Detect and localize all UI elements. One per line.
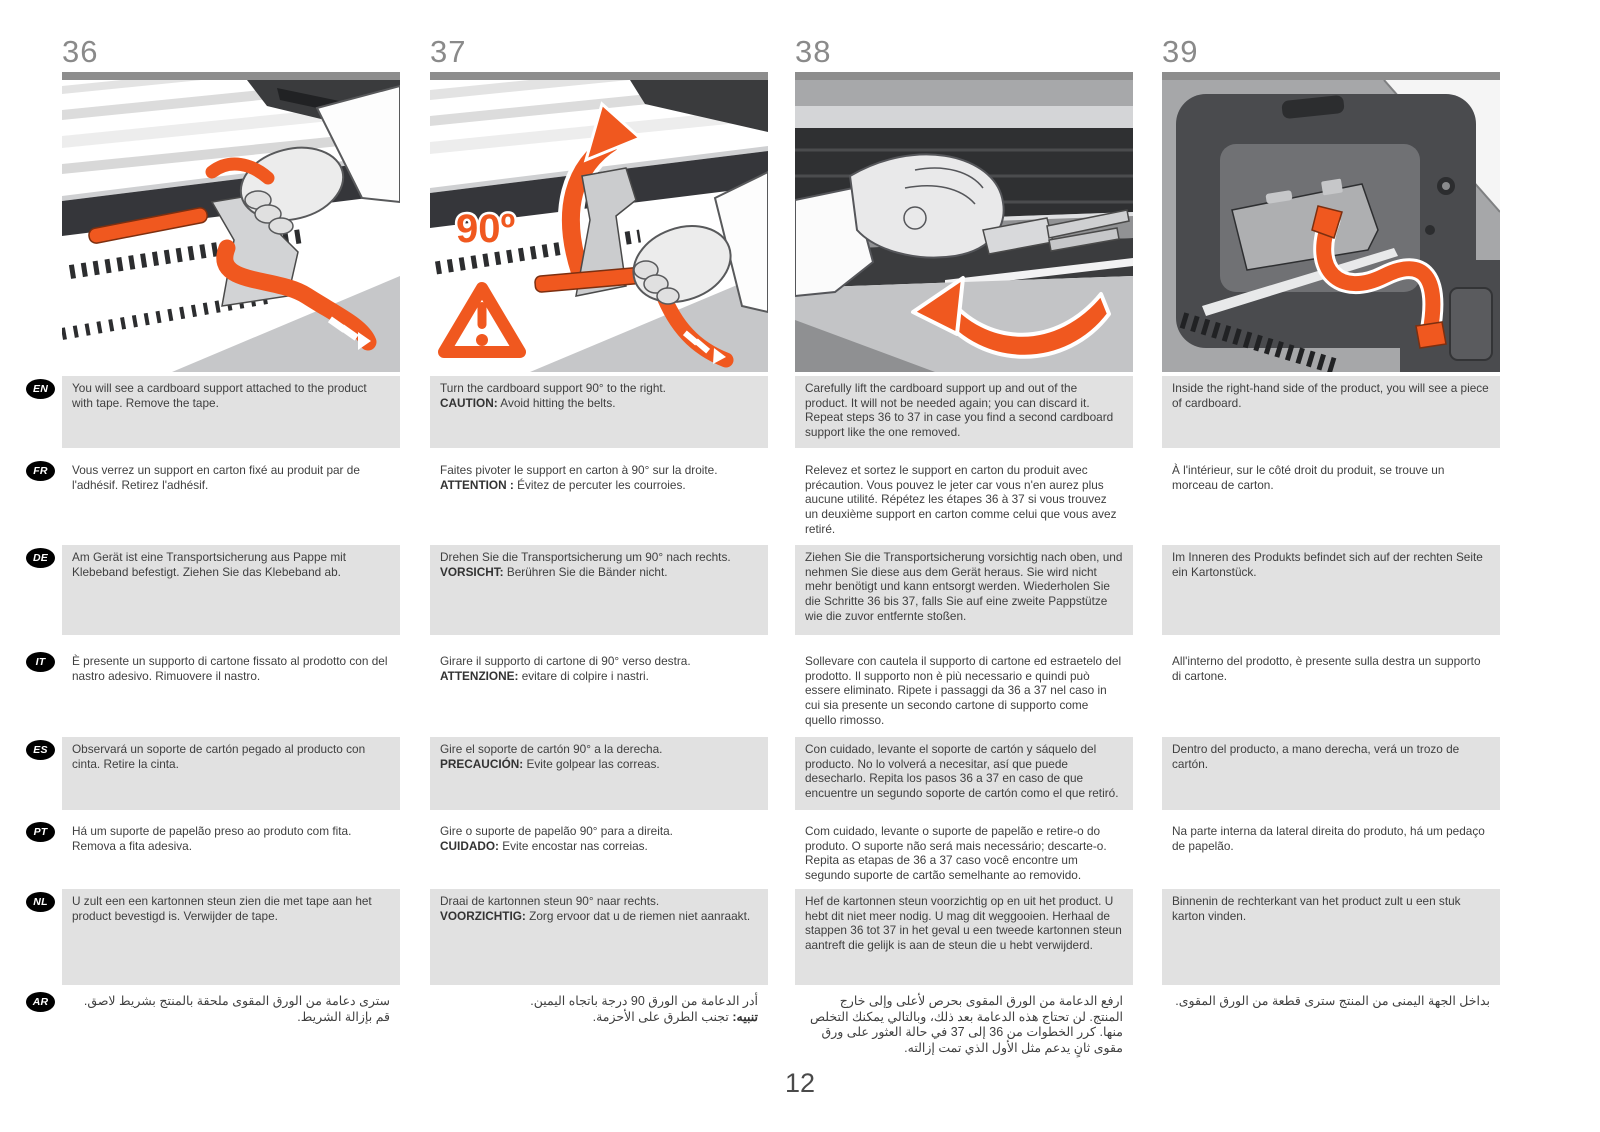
step-number: 36 <box>62 34 99 69</box>
instruction-text: Ziehen Sie die Transportsicherung vorsichtig nach oben, und nehmen Sie diese aus dem Gerät heraus. Sie wird nicht mehr benötigt und kann entsorgt werden. Wiederholen Sie die Schritte 36 bis 37, falls Sie auf eine zweite Pappstütze wie die zuvor entfernte stoßen. <box>805 550 1123 623</box>
instruction-text: Drehen Sie die Transportsicherung um 90° nach rechts. <box>440 550 731 564</box>
instruction-38-es <box>795 737 1133 810</box>
instruction-text: Gire o suporte de papelão 90° para a direita. <box>440 824 673 838</box>
instruction-text: Na parte interna da lateral direita do produto, há um pedaço de papelão. <box>1172 824 1485 853</box>
instruction-36-pt <box>62 819 400 881</box>
instruction-39-fr <box>1162 458 1500 522</box>
instruction-39-es <box>1162 737 1500 810</box>
language-badge-es: ES <box>26 740 55 760</box>
caution-label: ATTENTION : <box>440 477 514 492</box>
illustration-step-37 <box>430 80 768 372</box>
column-header-37 <box>430 36 768 80</box>
instruction-36-de <box>62 545 400 635</box>
step-bar <box>1162 72 1500 80</box>
instruction-36-fr <box>62 458 400 522</box>
instruction-37-fr <box>430 458 768 522</box>
caution-label: VORSICHT: <box>440 564 504 579</box>
caution-label: CAUTION: <box>440 395 498 410</box>
instruction-text: Carefully lift the cardboard support up and out of the product. It will not be needed again; you can discard it. Repeat steps 36 to 37 in case you find a second cardboard support like the one removed. <box>805 381 1114 439</box>
language-badge-ar: AR <box>26 992 55 1012</box>
instruction-text: Im Inneren des Produkts befindet sich auf der rechten Seite ein Kartonstück. <box>1172 550 1483 579</box>
instruction-text: Inside the right-hand side of the product, you will see a piece of cardboard. <box>1172 381 1489 410</box>
instruction-text: Binnenin de rechterkant van het product zult u een stuk karton vinden. <box>1172 894 1461 923</box>
instruction-37-it <box>430 649 768 729</box>
instruction-38-nl <box>795 889 1133 985</box>
instruction-39-de <box>1162 545 1500 635</box>
instruction-36-en <box>62 376 400 448</box>
instruction-text: Turn the cardboard support 90° to the right. <box>440 381 666 395</box>
column-header-38 <box>795 36 1133 80</box>
instruction-36-it <box>62 649 400 729</box>
instruction-text: Am Gerät ist eine Transportsicherung aus Pappe mit Klebeband befestigt. Ziehen Sie das Klebeband ab. <box>72 550 347 579</box>
illustration-step-38 <box>795 80 1133 372</box>
instruction-37-es <box>430 737 768 810</box>
instruction-text: Dentro del producto, a mano derecha, verá un trozo de cartón. <box>1172 742 1460 771</box>
instruction-text: À l'intérieur, sur le côté droit du produit, se trouve un morceau de carton. <box>1172 463 1445 492</box>
instruction-text: Com cuidado, levante o suporte de papelão e retire-o do produto. O suporte não será mais necessário; descarte-o. Repita as etapas de 36 a 37 caso você encontre um segundo suporte de cartão semelhante ao removido. <box>805 824 1107 882</box>
step-number: 37 <box>430 34 467 69</box>
language-badge-fr: FR <box>26 461 55 481</box>
illustration-step-39 <box>1162 80 1500 372</box>
instruction-text: Vous verrez un support en carton fixé au produit par de l'adhésif. Retirez l'adhésif. <box>72 463 360 492</box>
column-header-36 <box>62 36 400 80</box>
instruction-38-fr <box>795 458 1133 541</box>
instruction-text: أدر الدعامة من الورق 90 درجة باتجاه اليمين. <box>530 994 758 1008</box>
column-header-39 <box>1162 36 1500 80</box>
instruction-text: You will see a cardboard support attached to the product with tape. Remove the tape. <box>72 381 367 410</box>
step-bar <box>795 72 1133 80</box>
instruction-text: Observará un soporte de cartón pegado al producto con cinta. Retire la cinta. <box>72 742 366 771</box>
step-number: 38 <box>795 34 832 69</box>
caution-text: تجنب الطرق على الأحزمة. <box>592 1009 733 1024</box>
instruction-37-ar <box>430 989 768 1059</box>
instruction-text: Faites pivoter le support en carton à 90° sur la droite. <box>440 463 718 477</box>
language-badge-pt: PT <box>26 822 55 842</box>
language-badge-en: EN <box>26 379 55 399</box>
caution-text: Avoid hitting the belts. <box>497 395 616 410</box>
caution-label: CUIDADO: <box>440 838 499 853</box>
caution-label: PRECAUCIÓN: <box>440 756 524 771</box>
instruction-text: Girare il supporto di cartone di 90° verso destra. <box>440 654 691 668</box>
caution-label: ATTENZIONE: <box>440 668 519 683</box>
language-badge-de: DE <box>26 548 55 568</box>
instruction-38-pt <box>795 819 1133 888</box>
instruction-text: Con cuidado, levante el soporte de cartón y sáquelo del producto. No lo volverá a necesitar, así que puede desecharlo. Repita los pasos 36 a 37 en caso de que encuentre un segundo soporte de cartón como el que retiró. <box>805 742 1119 800</box>
instruction-text: Draai de kartonnen steun 90° naar rechts. <box>440 894 660 908</box>
caution-text: Évitez de percuter les courroies. <box>513 477 686 492</box>
instruction-38-ar <box>795 989 1133 1061</box>
caution-label: تنبيه: <box>732 1009 758 1024</box>
language-badge-it: IT <box>26 652 55 672</box>
instruction-36-nl <box>62 889 400 985</box>
instruction-38-en <box>795 376 1133 448</box>
instruction-37-nl <box>430 889 768 985</box>
instruction-text: È presente un supporto di cartone fissato al prodotto con del nastro adesivo. Rimuovere il nastro. <box>72 654 388 683</box>
caution-text: Evite encostar nas correias. <box>498 838 648 853</box>
instruction-text: All'interno del prodotto, è presente sulla destra un supporto di cartone. <box>1172 654 1481 683</box>
instruction-39-pt <box>1162 819 1500 881</box>
instruction-38-it <box>795 649 1133 732</box>
instruction-39-nl <box>1162 889 1500 985</box>
illustration-step-36 <box>62 80 400 372</box>
caution-label: VOORZICHTIG: <box>440 908 526 923</box>
instruction-text: سترى دعامة من الورق المقوى ملحقة بالمنتج بشريط لاصق. قم بإزالة الشريط. <box>83 994 390 1024</box>
instruction-text: Relevez et sortez le support en carton du produit avec précaution. Vous pouvez le jeter car vous n'en aurez plus aucune utilité. Répétez les étapes 36 à 37 si vous trouvez un deuxième support en carton comme celui que vous avez retiré. <box>805 463 1117 536</box>
step-bar <box>62 72 400 80</box>
caution-text: Evite golpear las correas. <box>523 756 660 771</box>
instruction-37-pt <box>430 819 768 881</box>
instruction-text: ارفع الدعامة من الورق المقوى بحرص لأعلى وإلى خارج المنتج. لن تحتاج هذه الدعامة بعد ذلك، وبالتالي يمكنك التخلص منها. كرر الخطوات من 36 إلى 37 في حالة العثور على ورق مقوى ثانٍ يدعم مثل الأول الذي تمت إزالته. <box>809 994 1123 1055</box>
page-number: 12 <box>784 1068 816 1098</box>
caution-text: Berühren Sie die Bänder nicht. <box>503 564 668 579</box>
instruction-text: Hef de kartonnen steun voorzichtig op en uit het product. U hebt dit niet meer nodig. U mag dit weggooien. Herhaal de stappen 36 tot 37 in het geval u een tweede kartonnen steun aantreft die gelijk is aan de steun die u hebt verwijderd. <box>805 894 1122 952</box>
instruction-37-de <box>430 545 768 635</box>
caution-text: evitare di colpire i nastri. <box>518 668 649 683</box>
instruction-text: Sollevare con cautela il supporto di cartone ed estraetelo del prodotto. Il supporto non è più necessario e quindi può essere eliminato. Ripete i passaggi da 36 a 37 nel caso in cui sia presente un secondo cartone di supporto come quello rimosso. <box>805 654 1122 727</box>
instruction-39-ar <box>1162 989 1500 1059</box>
instruction-text: Gire el soporte de cartón 90° a la derecha. <box>440 742 663 756</box>
instruction-36-ar <box>62 989 400 1059</box>
rotation-angle-label: 90º <box>456 207 516 251</box>
caution-text: Zorg ervoor dat u de riemen niet aanraakt. <box>525 908 751 923</box>
instruction-39-en <box>1162 376 1500 448</box>
instruction-39-it <box>1162 649 1500 729</box>
instruction-38-de <box>795 545 1133 635</box>
step-bar <box>430 72 768 80</box>
instruction-text: U zult een een kartonnen steun zien die met tape aan het product bevestigd is. Verwijder de tape. <box>72 894 372 923</box>
instruction-36-es <box>62 737 400 810</box>
instruction-text: Há um suporte de papelão preso ao produto com fita. Remova a fita adesiva. <box>72 824 352 853</box>
instruction-37-en <box>430 376 768 448</box>
step-number: 39 <box>1162 34 1199 69</box>
instruction-text: بداخل الجهة اليمنى من المنتج سترى قطعة من الورق المقوى. <box>1175 994 1490 1008</box>
language-badge-nl: NL <box>26 892 55 912</box>
